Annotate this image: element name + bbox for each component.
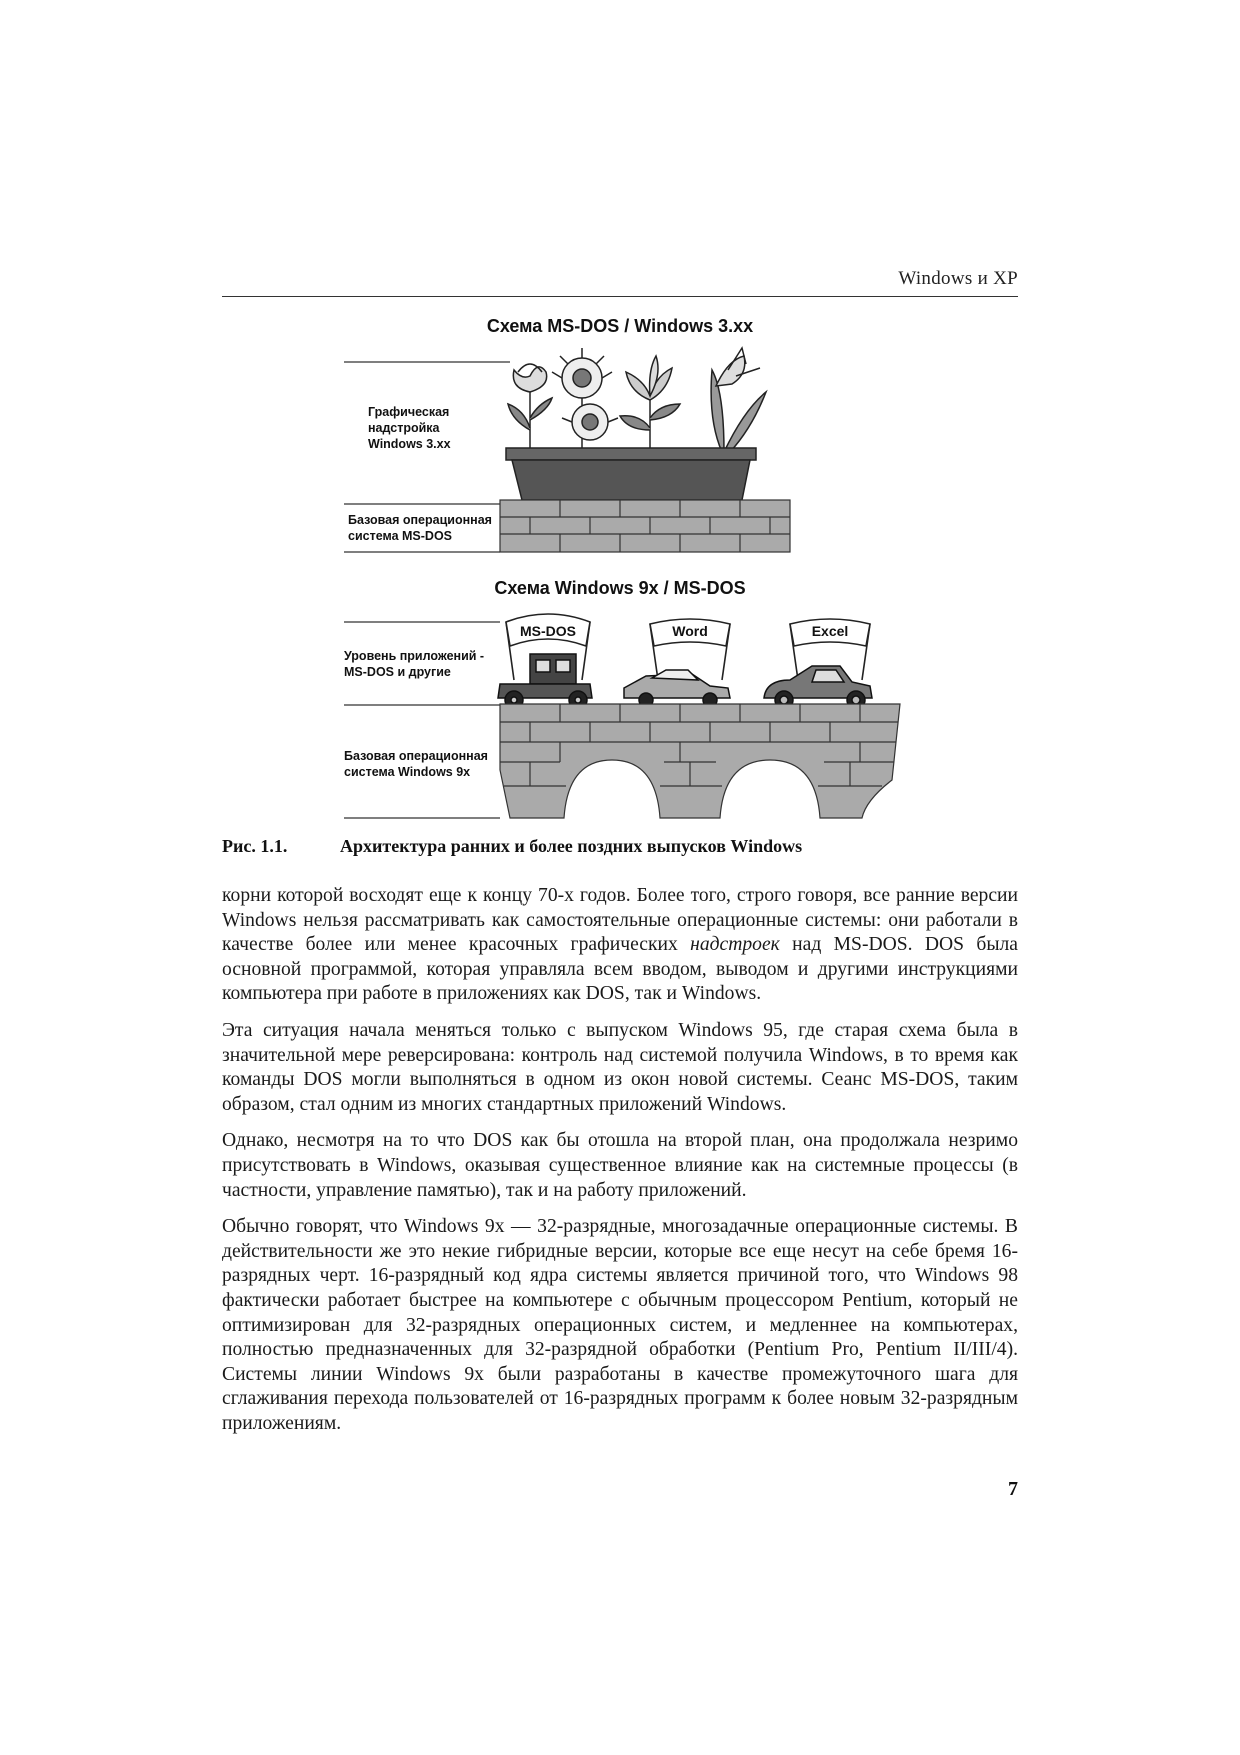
figure-caption xyxy=(222,836,1018,857)
brick-wall-base-dos xyxy=(500,500,790,552)
diagram1-upper-label: Графическая надстройка Windows 3.xx xyxy=(368,405,451,451)
banner-word-label: Word xyxy=(672,623,708,639)
diagram2-upper-label: Уровень приложений - MS-DOS и другие xyxy=(344,649,485,679)
retro-car-icon xyxy=(764,666,872,709)
flowerpot-icon xyxy=(506,448,756,500)
brick-bridge-base-win9x xyxy=(500,704,900,818)
diagram1-title: Схема MS-DOS / Windows 3.xx xyxy=(486,316,754,336)
paragraph: Однако, несмотря на то что DOS как бы отошла на второй план, она продолжала незримо присутствовать в Windows, оказывая существенное влияние как на системные процессы (в частности, управление памятью), так и на работу приложений. xyxy=(222,1130,1018,1201)
diagram1-lower-label: Базовая операционная система MS-DOS xyxy=(348,513,492,543)
flowers-icon xyxy=(508,348,766,452)
figure-caption-number: Рис. 1.1. xyxy=(222,836,288,856)
banner-excel-label: Excel xyxy=(811,623,849,639)
paragraph: Обычно говорят, что Windows 9x — 32-разрядные, многозадачные операционные системы. В действительности же это некие гибридные версии, которые все еще несут на себе бремя 16-разрядных черт. 16-разрядный код ядра системы является причиной того, что Windows 98 фактически работает быстрее на компьютере с обычным процессором Pentium, который не оптимизирован для 32-разрядных операционных систем, и медленнее на компьютерах, полностью предназначенных для 32-разрядной обработки (Pentium Pro, Pentium II/III/4). Системы линии Windows 9x были разработаны в качестве промежуточного шага для сглаживания перехода пользователей от 16-разрядных программ к более новым 32-разрядным приложениям. xyxy=(222,1216,1018,1434)
paragraph: Эта ситуация начала меняться только с выпуском Windows 95, где старая схема была в значительной мере реверсирована: контроль над системой получила Windows, в то время как команды DOS могли выполняться в одном из окон новой системы. Сеанс MS-DOS, таким образом, стал одним из многих стандартных приложений Windows. xyxy=(222,1019,1018,1115)
figure-architecture xyxy=(0,0,1240,870)
classic-car-icon xyxy=(624,670,730,707)
running-head-title: Windows и XP xyxy=(898,268,1018,289)
diagram-illustration xyxy=(0,0,1240,870)
diagram2-title: Схема Windows 9x / MS-DOS xyxy=(494,578,746,598)
body-text xyxy=(222,884,1018,1448)
figure-caption-text: Архитектура ранних и более поздних выпусков Windows xyxy=(340,836,803,856)
paragraph: корни которой восходят еще к концу 70-х годов. Более того, строго говоря, все ранние версии Windows нельзя рассматривать как самостоятельные операционные системы: они работали в качестве более или менее красочных графических надстроек над MS-DOS. DOS была основной программой, которая управляла всем вводом, выводом и другими инструкциями компьютера при работе в приложениях как DOS, так и Windows. xyxy=(222,885,1018,1005)
diagram2-lower-label: Базовая операционная система Windows 9x xyxy=(344,749,488,779)
banner-msdos-label: MS-DOS xyxy=(520,623,576,639)
page-number: 7 xyxy=(1008,1478,1018,1500)
